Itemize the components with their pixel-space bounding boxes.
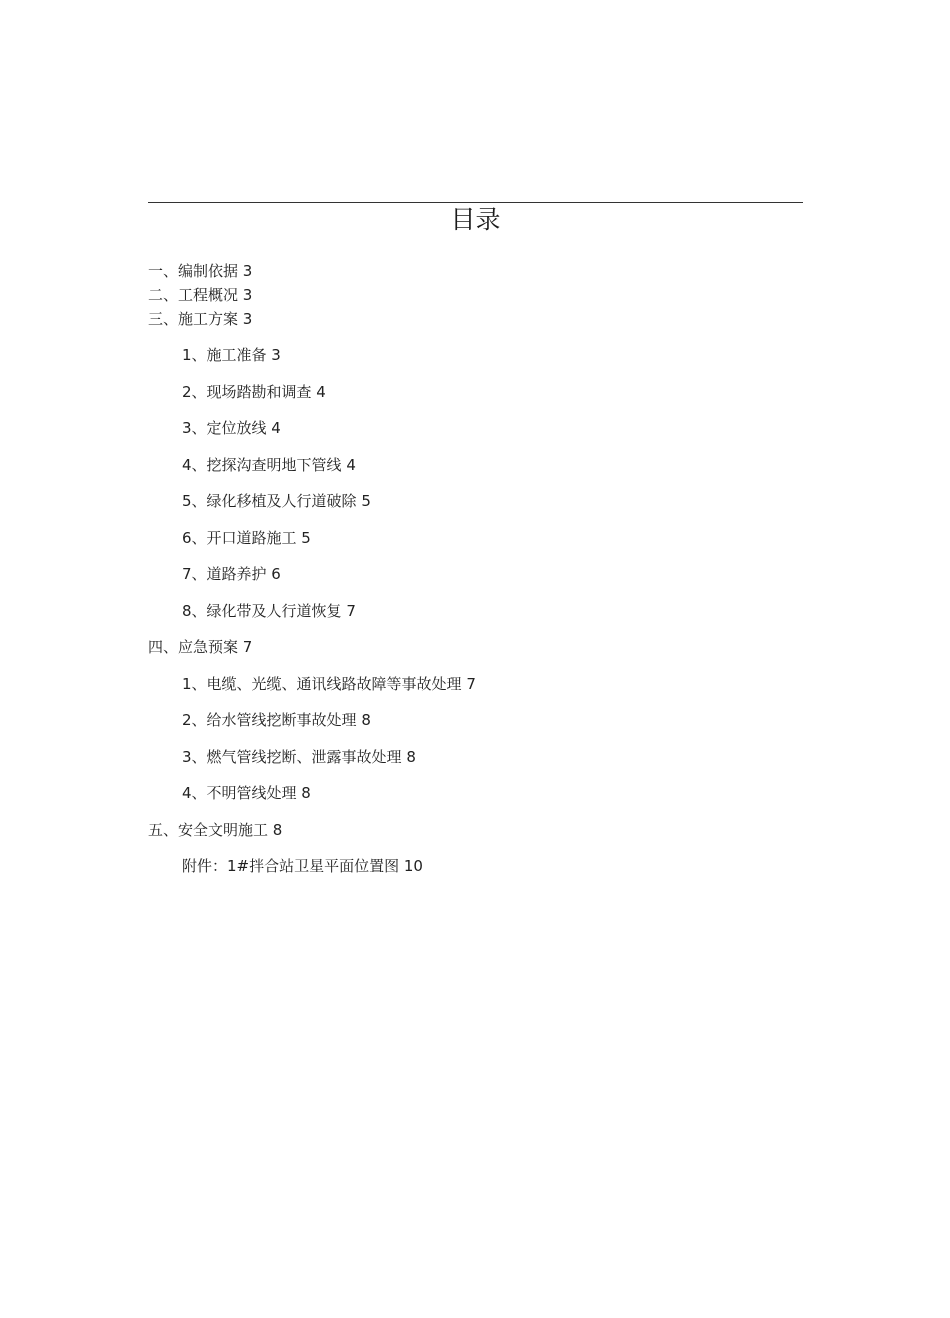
toc-subitem-3-8[interactable]: 8、绿化带及人行道恢复 7 xyxy=(182,602,356,620)
header-rule xyxy=(148,202,803,203)
toc-item-5[interactable]: 五、安全文明施工 8 xyxy=(148,821,283,839)
toc-subitem-4-1[interactable]: 1、电缆、光缆、通讯线路故障等事故处理 7 xyxy=(182,675,476,693)
toc-subitem-3-5[interactable]: 5、绿化移植及人行道破除 5 xyxy=(182,492,371,510)
toc-subitem-3-4[interactable]: 4、挖探沟查明地下管线 4 xyxy=(182,456,356,474)
toc-item-4[interactable]: 四、应急预案 7 xyxy=(148,638,253,656)
toc-subitem-3-7[interactable]: 7、道路养护 6 xyxy=(182,565,281,583)
toc-subitem-3-1[interactable]: 1、施工准备 3 xyxy=(182,346,281,364)
toc-title: 目录 xyxy=(450,205,501,234)
toc-attachment[interactable]: 附件：1#拌合站卫星平面位置图 10 xyxy=(182,857,423,875)
toc-subitem-3-2[interactable]: 2、现场踏勘和调查 4 xyxy=(182,383,326,401)
toc-subitem-4-4[interactable]: 4、不明管线处理 8 xyxy=(182,784,311,802)
toc-subitem-4-2[interactable]: 2、给水管线挖断事故处理 8 xyxy=(182,711,371,729)
toc-subitem-3-6[interactable]: 6、开口道路施工 5 xyxy=(182,529,311,547)
toc-subitem-4-3[interactable]: 3、燃气管线挖断、泄露事故处理 8 xyxy=(182,748,416,766)
toc-item-3[interactable]: 三、施工方案 3 xyxy=(148,310,253,328)
toc-subitem-3-3[interactable]: 3、定位放线 4 xyxy=(182,419,281,437)
toc-item-1[interactable]: 一、编制依据 3 xyxy=(148,262,253,280)
toc-item-2[interactable]: 二、工程概况 3 xyxy=(148,286,253,304)
